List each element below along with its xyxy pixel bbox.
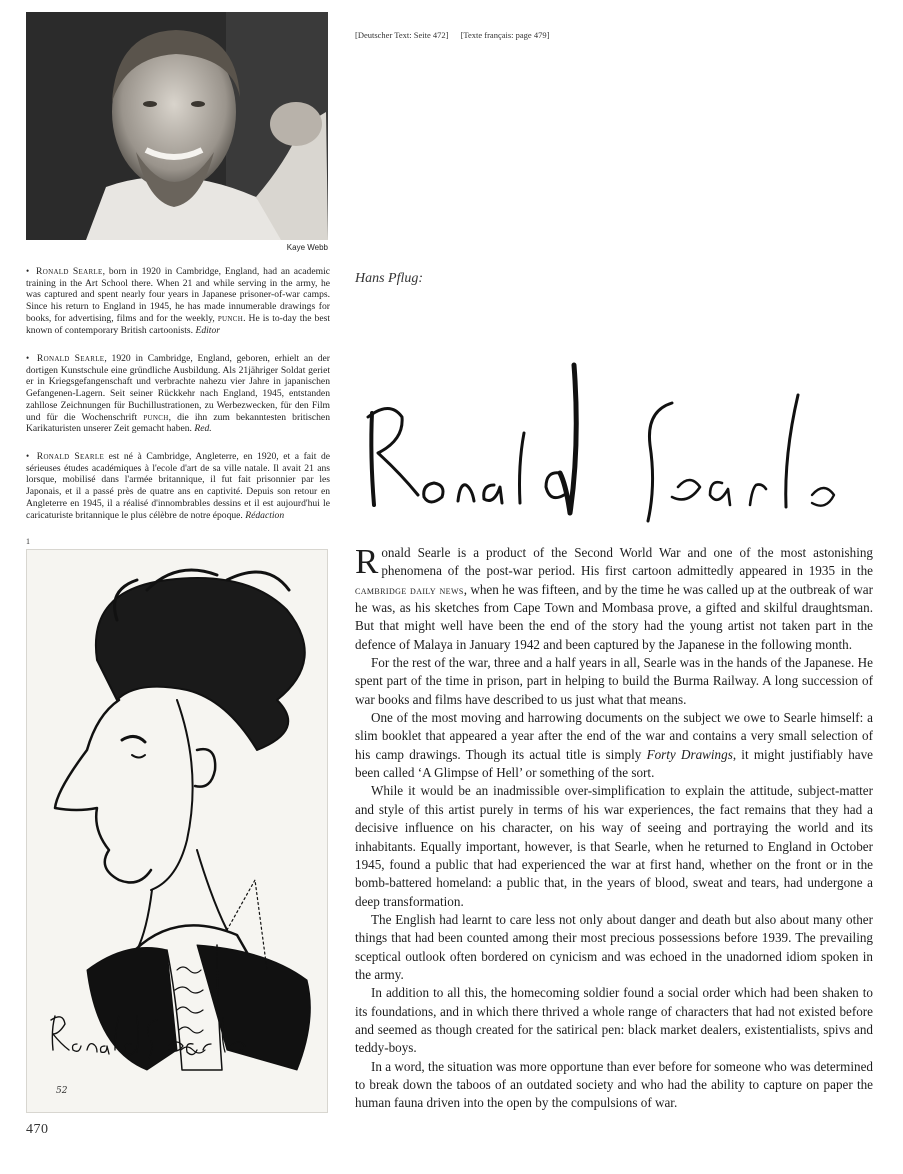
book-title: Forty Drawings [646,746,733,762]
article-paragraph [355,544,873,654]
page-number: 470 [26,1122,49,1137]
title-signature [360,355,845,525]
article-paragraph: The English had learnt to care less not only about danger and death but also about many other things that had been counted among their most precious possessions before 1939. The prevailing sceptical outlook often bordered on cynicism and was echoed in the unadorned idiom spoken in the army. [355,911,873,982]
bullet-icon: • [26,451,30,461]
article-paragraph: In addition to all this, the homecoming soldier found a social order which had been shaken to its foundations, and in which there thrived a whole range of characters that had not existed before and seemed as though created for the satirical pen: black market dealers, existentialists, spivs and teddy-boys. [355,985,873,1056]
portrait-photo [26,12,328,240]
photo-credit: Kaye Webb [286,243,328,252]
bio-english [26,266,330,336]
bio-name: Ronald Searle [36,266,103,277]
bio-german [26,353,330,435]
french-text-ref: [Texte français: page 479] [460,30,550,40]
paragraph-text: One of the most moving and harrowing documents on the subject we owe to Searle himself: a slim booklet that appeared a year after the end of the war and contains a very small selection of his camp drawings. Though its actual title is simply [355,710,873,762]
author-name: Hans Pflug: [355,271,424,286]
bio-text-end: , die ihn zum bekanntesten britischen Karikaturisten unserer Zeit gemacht haben. [26,411,330,435]
bio-magazine: punch [143,411,169,423]
bio-signature: Red. [194,423,212,435]
bio-signature: Editor [195,324,220,336]
article-paragraph [355,709,873,782]
reference-line [355,30,559,40]
paragraph-text: , it might justifiably have been called ‘A Glimpse of Hell’ or something of the sort. [355,746,873,781]
drop-cap: R [355,542,379,581]
bullet-icon: • [26,353,30,363]
article-paragraph: While it would be an inadmissible over-simplification to explain the attitude, subject-matter and style of this artist purely in terms of his war experiences, the fact remains that they had a decisive influence on his character, on his way of seeing and portraying the world and its inhabitants. Equally important, however, is that Searle, when he returned to England in October 1945, found a public that had experienced the war at first hand, whether on the front or in the bomb-battered homeland: a public that, in the years of blood, sweat and tears, had undergone a deep transformation. [355,783,873,909]
bio-magazine: punch [217,312,244,324]
paragraph-text: onald Searle is a product of the Second World War and one of the most astonishing phenomena of the post-war period. His first cartoon admittedly appeared in 1935 in the [381,545,873,579]
bio-signature: Rédaction [245,509,285,521]
bullet-icon: • [26,266,30,276]
article-paragraph: In a word, the situation was more opportune than ever before for someone who was determined to break down the taboos of an outdated society and who had the ability to capture on paper the human fauna driven into the open by the compulsions of war. [355,1058,873,1111]
newspaper-name: cambridge daily news [355,582,464,597]
article-body [355,544,873,1113]
caricature-drawing [26,549,328,1113]
figure-year: 52 [56,1086,68,1096]
paragraph-text: , when he was fifteen, and by the time he was called up at the outbreak of war he was, as his sketches from Cape Town and Mombasa prove, a gifted and skilful draughtsman. But that might well have been the end of the story had the young artist not taken part in the defence of Malaya in January 1942 and been captured by the Japanese in the following month. [355,581,873,652]
bio-text: , 1920 in Cambridge, England, geboren, erhielt an der dortigen Kunstschule eine gründliche Ausbildung. Als 21jähriger Soldat geriet er in Kriegsgefangenschaft und verbrachte nahezu vier Jahre in japanischen Gefangenen-Lagern. Seit seiner Rückkehr nach England, 1945, entstanden zahllose Zeichnungen für Buchillustrationen, zu Werbezwecken, für den Film und für die Wochenschrift [26,353,330,423]
bio-text: est né à Cambridge, Angleterre, en 1920, et a fait de sérieuses études académiques à l'ecole d'art de sa ville natale. Il avait 21 ans lorsque, mobilisé dans l'armée britannique, il fut fait prisonnier par les Japonais, et il a passé près de quatre ans en captivité. Depuis son retour en Angleterre en 1945, il a réalisé d'innombrables dessins et il est aujourd'hui le caricaturiste britannique le plus célèbre de notre époque. [26,451,330,521]
bio-name: Ronald Searle [36,451,105,462]
bio-name: Ronald Searle [36,353,105,364]
bio-french [26,451,330,521]
figure-number: 1 [26,537,30,546]
article-paragraph: For the rest of the war, three and a half years in all, Searle was in the hands of the Japanese. He spent part of the time in prison, part in helping to build the Burma Railway. A long succession of war books and films have described to us just what that means. [355,655,873,707]
german-text-ref: [Deutscher Text: Seite 472] [355,30,449,40]
bio-text: , born in 1920 in Cambridge, England, had an academic training in the Art School there. When 21 and while serving in the army, he was captured and spent nearly four years in Japanese prisoner-of-war camps. Since his return to England in 1945, he has made innumerable drawings for books, for advertising, films and for the weekly, [26,266,331,324]
bio-text-end: . He is to-day the best known of contemporary British cartoonists. [26,312,330,336]
